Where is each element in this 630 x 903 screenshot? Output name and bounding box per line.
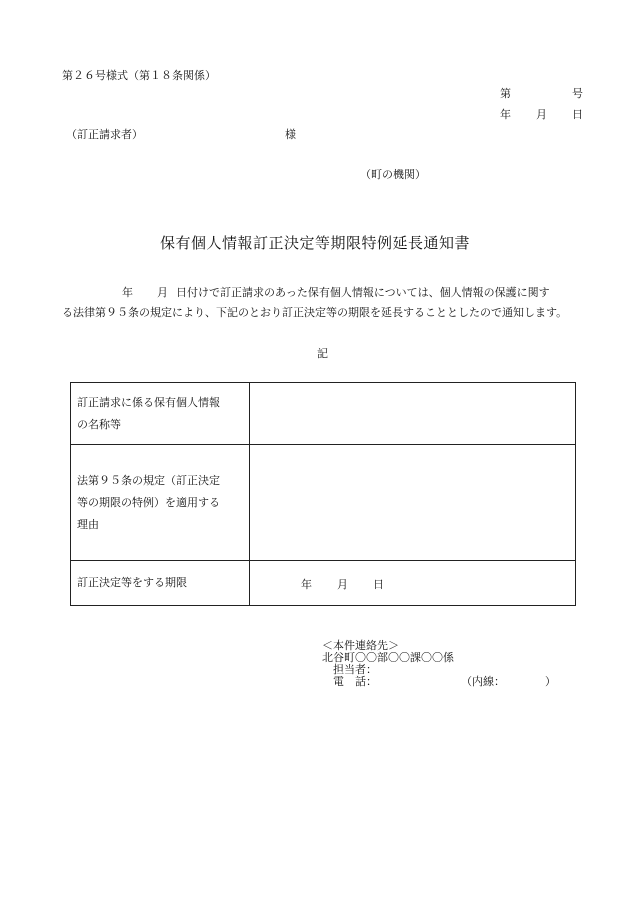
form-number: 第２６号様式（第１８条関係） (62, 69, 216, 82)
body-line-2: る法律第９５条の規定により、下記のとおり訂正決定等の期限を延長することとしたので通知します。 (62, 306, 568, 319)
body-month: 月 (157, 286, 168, 299)
deadline-year: 年 (301, 578, 312, 591)
row-label-info-name (71, 383, 250, 445)
body-line-1-text: 日付けで訂正請求のあった保有個人情報については、個人情報の保護に関す (176, 286, 550, 299)
contact-phone: 電 話： (333, 675, 377, 688)
honorific: 様 (285, 128, 296, 141)
value-cell-info-name[interactable] (250, 383, 576, 445)
value-cell-deadline[interactable] (250, 561, 576, 606)
details-table (70, 382, 576, 606)
contact-block (322, 639, 556, 688)
deadline-day: 日 (373, 578, 384, 591)
issue-date-day: 日 (572, 108, 583, 121)
table-row (71, 383, 576, 445)
document-number-suffix: 号 (572, 87, 583, 100)
contact-heading: ＜本件連絡先＞ (322, 639, 399, 652)
ki-heading: 記 (317, 347, 328, 360)
row-label-text: 理由 (77, 517, 99, 531)
table-row (71, 445, 576, 561)
contact-person: 担当者： (333, 663, 377, 676)
row-label-text: 法第９５条の規定（訂正決定 (77, 473, 220, 487)
row-label-text: 等の期限の特例）を適用する (77, 495, 220, 509)
table-row (71, 561, 576, 606)
issue-date-year: 年 (500, 108, 511, 121)
issuer-org-label: （町の機関） (360, 168, 426, 181)
row-label-deadline: 訂正決定等をする期限 (71, 561, 250, 606)
document-number-prefix: 第 (500, 87, 511, 100)
contact-department: 北谷町〇〇部〇〇課〇〇係 (322, 651, 454, 664)
deadline-month: 月 (337, 578, 348, 591)
row-label-text: 訂正請求に係る保有個人情報 (77, 395, 220, 409)
document-title: 保有個人情報訂正決定等期限特例延長通知書 (159, 234, 470, 252)
row-label-reason (71, 445, 250, 561)
body-year: 年 (122, 286, 133, 299)
contact-phone-line (322, 675, 556, 688)
value-cell-reason[interactable] (250, 445, 576, 561)
row-label-text: の名称等 (77, 417, 121, 431)
contact-extension-close: ） (545, 675, 556, 688)
issue-date-month: 月 (536, 108, 547, 121)
contact-extension: （内線： (461, 675, 505, 688)
requester-label: （訂正請求者） (66, 128, 143, 141)
